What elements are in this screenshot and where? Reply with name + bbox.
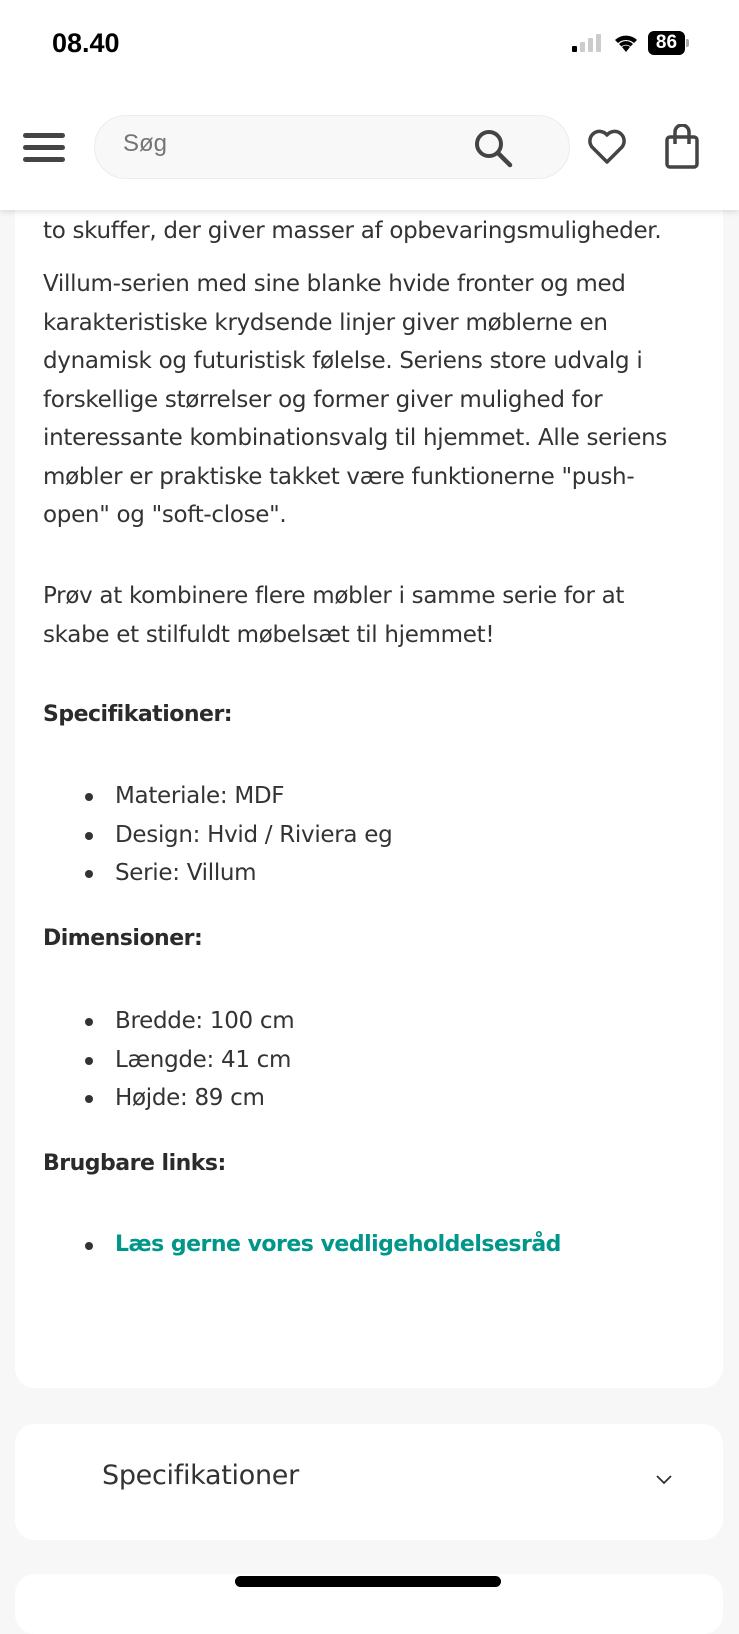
text-line: skabe et stilfuldt møbelsæt til hjemmet! xyxy=(43,621,495,648)
text-line: interessante kombinationsvalg til hjemmet. Alle seriens xyxy=(43,425,668,451)
app-header xyxy=(0,0,739,210)
maintenance-link[interactable]: Læs gerne vores vedligeholdelsesråd xyxy=(85,1226,561,1265)
list-item: Serie: Villum xyxy=(85,854,392,893)
paragraph-1 xyxy=(43,265,667,535)
menu-icon[interactable] xyxy=(23,133,67,163)
list-item: Højde: 89 cm xyxy=(85,1079,294,1118)
battery-icon xyxy=(648,31,685,55)
spec-list xyxy=(85,777,392,893)
links-heading: Brugbare links: xyxy=(43,1151,226,1176)
list-item: Bredde: 100 cm xyxy=(85,1002,294,1041)
accordion-label: Specifikationer xyxy=(102,1460,299,1491)
search-bar[interactable] xyxy=(94,115,570,179)
text-line: to skuffer, der giver masser af opbevaringsmuligheder. xyxy=(43,218,662,244)
text-line: open" og "soft-close". xyxy=(43,502,287,528)
battery-tip xyxy=(686,39,689,47)
text-line: Prøv at kombinere flere møbler i samme serie for at xyxy=(43,583,625,609)
status-time: 08.40 xyxy=(52,28,120,58)
spec-heading: Specifikationer: xyxy=(43,702,233,727)
wifi-icon xyxy=(612,32,640,54)
links-list xyxy=(85,1226,561,1265)
search-input[interactable] xyxy=(123,130,453,158)
dim-list xyxy=(85,1002,294,1118)
text-line: karakteristiske krydsende linjer giver møblerne en xyxy=(43,309,608,336)
specifikationer-accordion[interactable] xyxy=(15,1424,723,1540)
signal-icon xyxy=(572,33,606,53)
chevron-down-icon xyxy=(655,1474,673,1486)
text-line: forskellige størrelser og former giver mulighed for xyxy=(43,386,603,413)
list-item: Længde: 41 cm xyxy=(85,1041,294,1080)
text-line: Villum-serien med sine blanke hvide fronter og med xyxy=(43,271,626,297)
heart-icon[interactable] xyxy=(587,128,627,166)
partial-line xyxy=(43,212,661,251)
list-item: Materiale: MDF xyxy=(85,777,392,816)
list-item: Design: Hvid / Riviera eg xyxy=(85,816,392,855)
text-line: møbler er praktiske takket være funktionerne "push- xyxy=(43,463,635,490)
shopping-bag-icon[interactable] xyxy=(664,124,700,170)
text-line: dynamisk og futuristisk følelse. Seriens store udvalg i xyxy=(43,348,643,374)
home-indicator xyxy=(235,1576,501,1587)
battery-level: 86 xyxy=(655,32,678,53)
dim-heading: Dimensioner: xyxy=(43,926,203,951)
search-icon[interactable] xyxy=(473,128,515,170)
paragraph-2 xyxy=(43,577,624,654)
